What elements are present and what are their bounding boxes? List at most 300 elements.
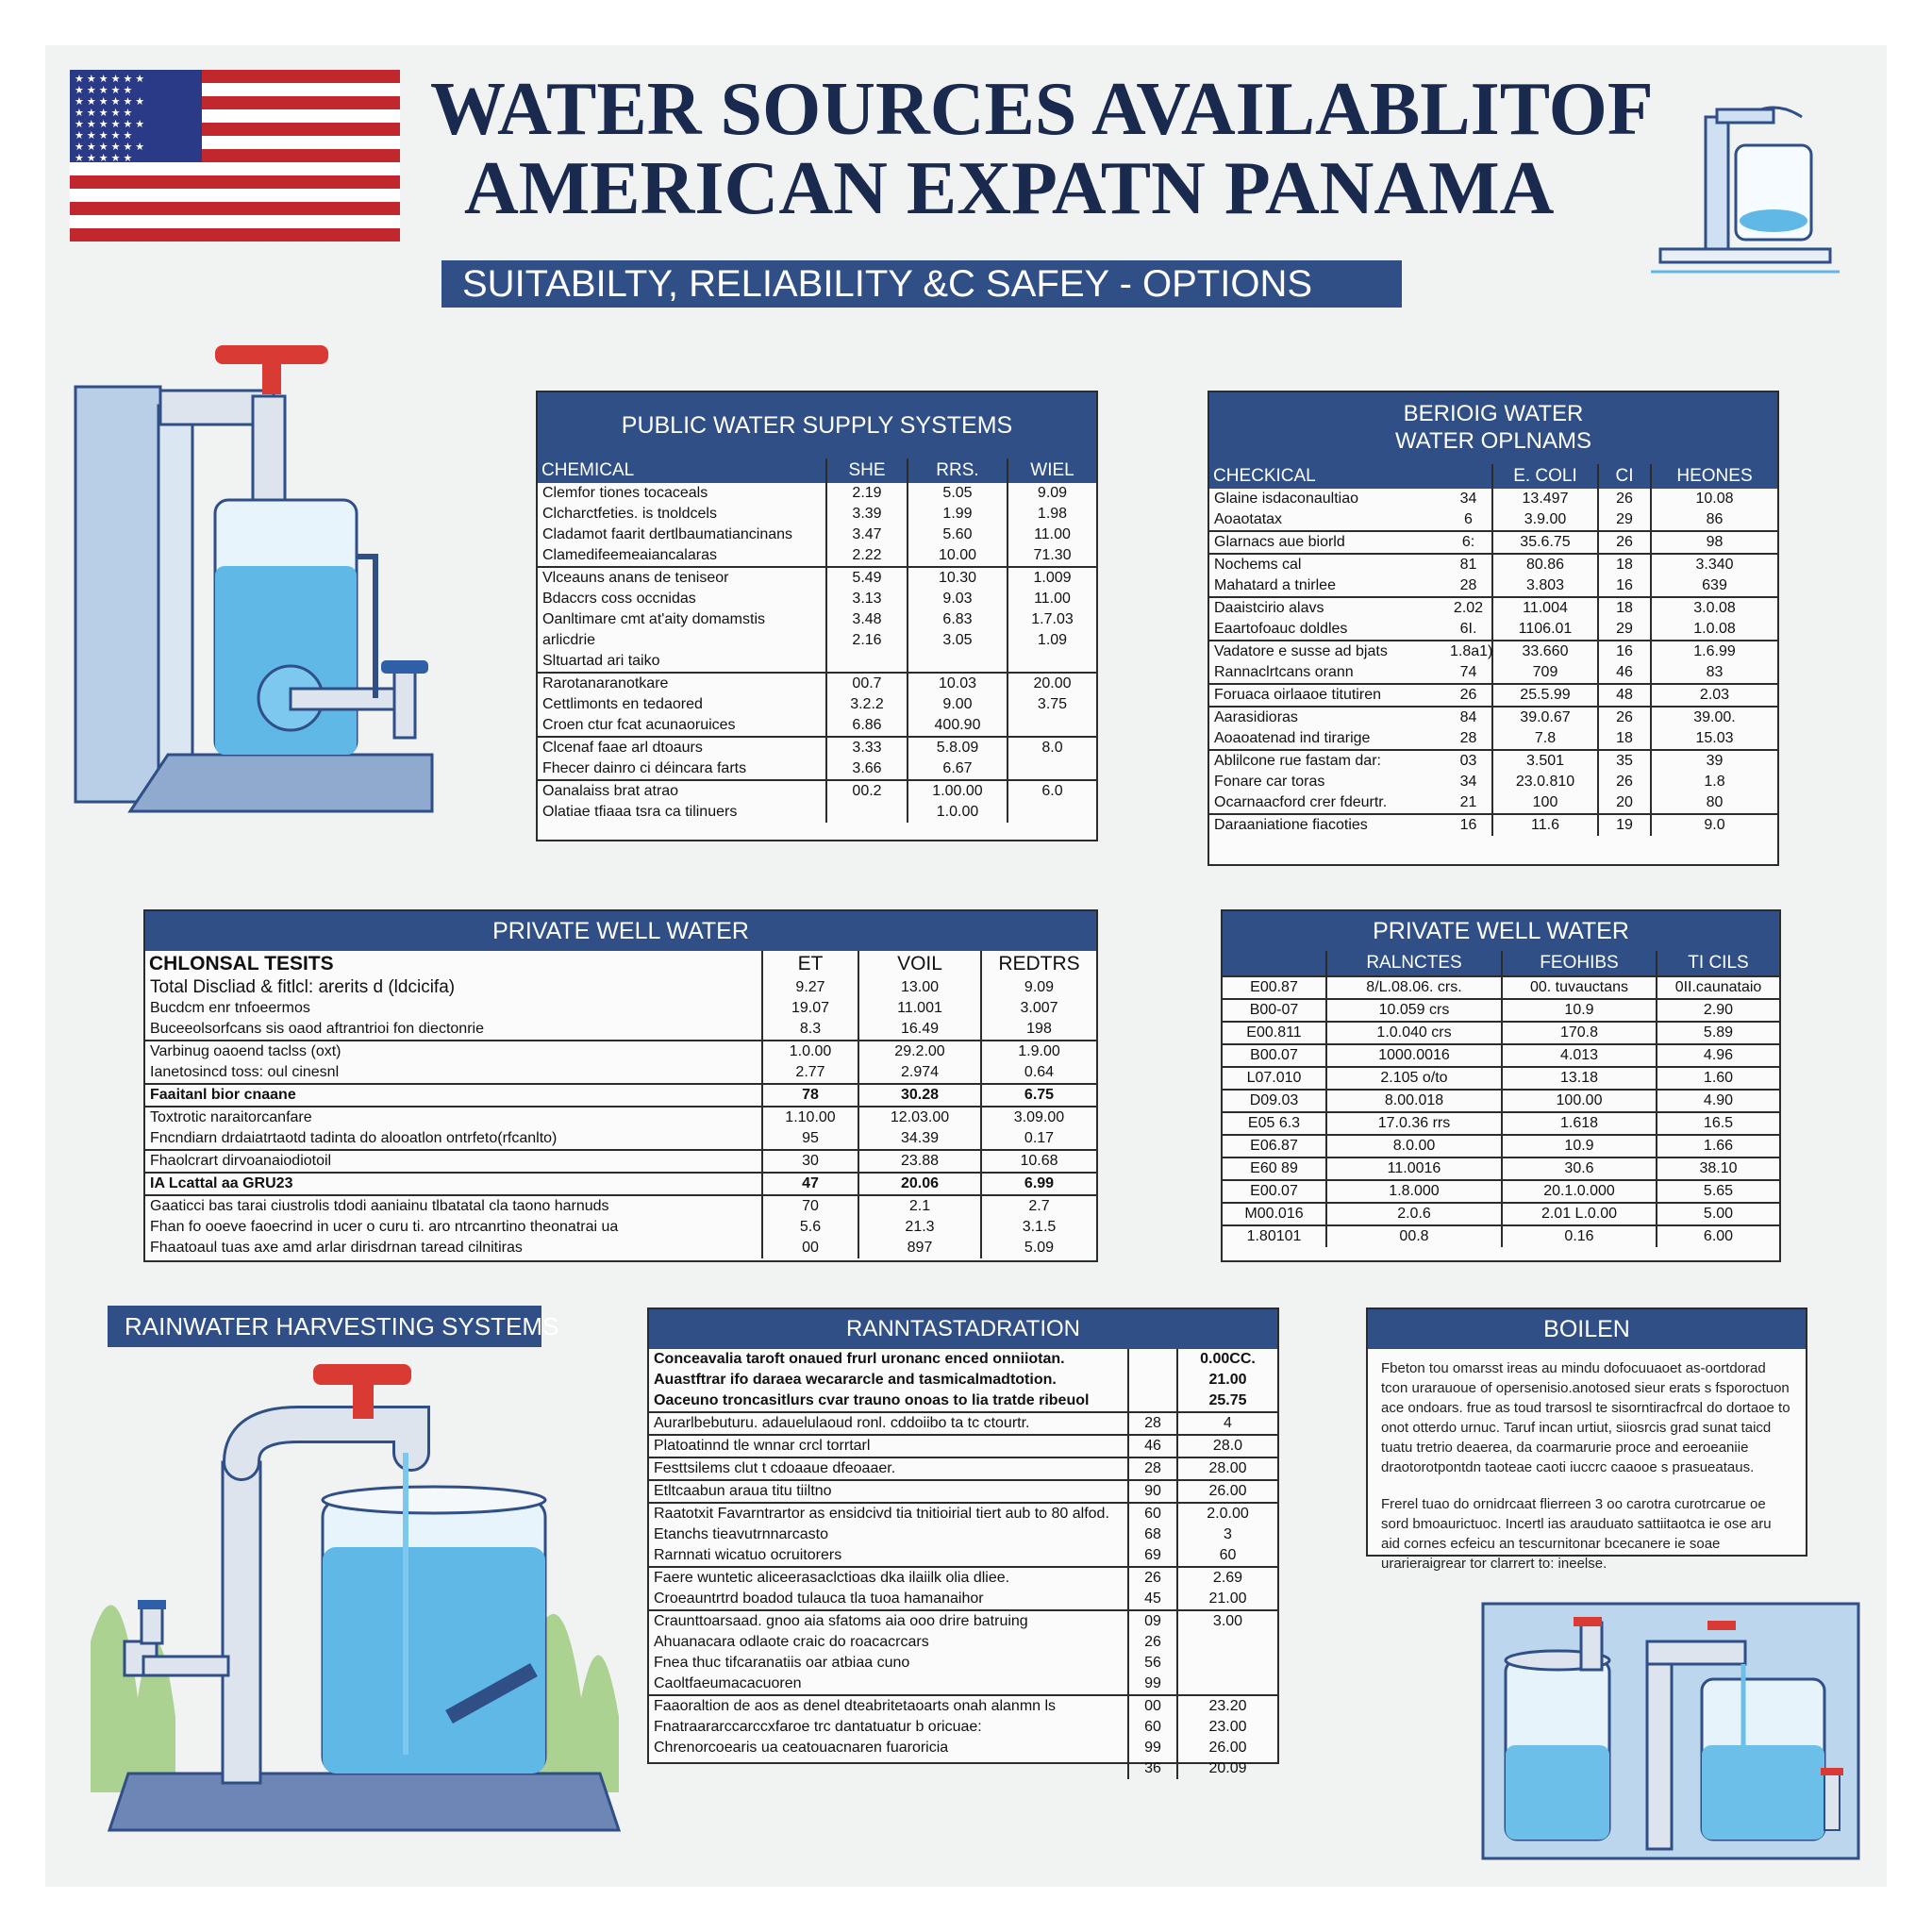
table-row [1223,1090,1779,1112]
row-label: Sltuartad ari taiko [538,651,826,673]
row-value: 1.8a1) [1445,641,1492,662]
row-value: 2.01 L.0.00 [1502,1203,1657,1225]
row-value: 26 [1598,707,1651,728]
row-value: 99 [1128,1738,1177,1758]
faucet-tank-illustration [74,340,470,849]
row-value: 00.8 [1326,1225,1502,1247]
table-row [1209,597,1777,619]
row-value: 35.6.75 [1492,531,1598,554]
row-value: 709 [1492,662,1598,684]
row-value: 20 [1598,792,1651,814]
row-value: 23.0.810 [1492,772,1598,792]
row-value: 28 [1445,728,1492,750]
row-label: Vadatore e susse ad bjats [1209,641,1445,662]
row-value: 29 [1598,619,1651,641]
row-value: 74 [1445,662,1492,684]
row-label: Daaistcirio alavs [1209,597,1445,619]
row-value [1177,1653,1277,1674]
row-label: Cladamot faarit dertlbaumatiancinans [538,525,826,545]
row-value: 20.06 [858,1173,981,1195]
row-label: Ablilcone rue fastam dar: [1209,750,1445,772]
row-value: 60 [1128,1717,1177,1738]
row-value: 10.68 [981,1150,1096,1173]
table-row [649,1370,1277,1391]
well-col-tests: CHLONSAL TESITS [145,951,762,977]
row-value: 5.89 [1657,1022,1779,1044]
well2-col-feohibs: FEOHIBS [1502,951,1657,976]
row-value: 99 [1128,1674,1177,1695]
table-row [538,567,1096,589]
row-value [1128,1349,1177,1370]
row-label: Varbinug oaoend taclss (oxt) [145,1041,762,1062]
row-value: 16 [1598,575,1651,597]
row-value: 4 [1177,1412,1277,1435]
row-value: 16.5 [1657,1112,1779,1135]
row-value: 38.10 [1657,1158,1779,1180]
table-row [649,1457,1277,1480]
row-value: 00.7 [826,673,908,694]
row-label: Etltcaabun araua titu tiiltno [649,1480,1128,1503]
row-value: 0.00CC. [1200,1351,1256,1367]
row-value: 5.60 [908,525,1008,545]
row-value: 69 [1128,1545,1177,1567]
row-label: Foruaca oirlaaoe titutiren [1209,684,1445,707]
private-well-panel [143,909,1098,1262]
bottled-col-heones: HEONES [1651,464,1777,489]
row-value: 21.00 [1208,1591,1247,1607]
row-value: 3.803 [1492,575,1598,597]
row-value: 3.0.08 [1651,597,1777,619]
row-value: 10.9 [1502,1135,1657,1158]
table-row [1223,1067,1779,1090]
row-value: 3.09.00 [981,1107,1096,1128]
row-label: E00.07 [1223,1180,1326,1203]
row-value: 34 [1445,489,1492,509]
row-value: 2.77 [762,1062,858,1084]
row-value: 9.03 [908,589,1008,609]
row-value: 3.007 [1020,1000,1058,1016]
row-value: 1.09 [1037,632,1068,648]
rain-table [649,1349,1277,1779]
row-label: Olatiae tfiaaa tsra ca tilinuers [538,802,826,823]
row-value: 00.2 [826,780,908,802]
row-value [908,651,1008,673]
row-label: Bdaccrs coss occnidas [538,589,826,609]
row-value: 8.3 [762,1019,858,1041]
row-value: 10.30 [908,567,1008,589]
row-value: 3.05 [908,630,1008,651]
row-value: 10.03 [908,673,1008,694]
table-row [649,1717,1277,1738]
table-row [649,1503,1277,1524]
row-label: Clcharctfeties. is tnoldcels [538,504,826,525]
row-value: 19.07 [762,998,858,1019]
private-well-panel-2 [1221,909,1781,1262]
bottled-title-line1: BERIOIG WATER [1403,401,1584,427]
row-value: 46 [1128,1435,1177,1457]
row-value [1177,1632,1277,1653]
row-label: Fnatraararccarccxfaroe trc dantatuatur b oricuae: [649,1717,1128,1738]
row-label: E00.87 [1223,976,1326,999]
row-value: 5.49 [826,567,908,589]
table-row [649,1632,1277,1653]
row-value: 26 [1445,684,1492,707]
row-value [1008,802,1096,823]
row-label: Vlceauns anans de teniseor [538,567,826,589]
table-row [538,630,1096,651]
row-value: 3.33 [826,737,908,758]
table-row [1209,707,1777,728]
table-row [1223,1225,1779,1247]
row-value: 400.90 [908,715,1008,737]
row-value: 10.9 [1502,999,1657,1022]
row-value: 25.5.99 [1492,684,1598,707]
row-value: 6: [1445,531,1492,554]
table-row [145,1150,1096,1173]
row-value: 21.00 [1208,1372,1247,1388]
table-row [649,1435,1277,1457]
row-value: 6.86 [826,715,908,737]
row-value: 1.0.040 crs [1326,1022,1502,1044]
row-label: Nochems cal [1209,554,1445,575]
table-row [649,1391,1277,1412]
table-row [538,545,1096,567]
row-label: 1.80101 [1223,1225,1326,1247]
row-value: 09 [1128,1610,1177,1632]
row-label: Etanchs tieavutrnnarcasto [649,1524,1128,1545]
row-value: 56 [1128,1653,1177,1674]
row-value: 2.7 [981,1195,1096,1217]
table-row [145,1062,1096,1084]
private-well-2-table [1223,951,1779,1247]
row-value: 16 [1598,641,1651,662]
row-value: 9.27 [762,977,858,998]
public-col-she: SHE [826,458,908,483]
public-supply-panel [536,391,1098,841]
row-value: 2.0.6 [1326,1203,1502,1225]
row-value: 83 [1706,664,1724,680]
table-row [145,1041,1096,1062]
row-label: E60 89 [1223,1158,1326,1180]
boiling-paragraph-1: Fbeton tou omarsst ireas au mindu dofocuuaoet as-oortdorad tcon urarauoue of opersenisio.anotosed sieur erats s fsporoctuon ace ondoars. frue as toud trarsosl te sisorntiracfrcal do dortaoe to onot otterdo urnuc. Taruf incan urtiut, siiosrcis grad sunat taicd tuatu tretrio deaerea, da coarmarurie proce and eeroeaniie draotorotpontdn taoteae caoti iuccrc caaooe s prasueataus. [1381,1360,1790,1475]
row-value: 8/L.08.06. crs. [1326,976,1502,999]
row-value: 2.22 [826,545,908,567]
row-label: Clemfor tiones tocaceals [538,483,826,504]
rain-table-title: RANNTASTADRATION [649,1309,1277,1349]
row-value: 6.75 [981,1084,1096,1107]
table-row [1209,750,1777,772]
row-label: L07.010 [1223,1067,1326,1090]
row-value: 1.8.000 [1326,1180,1502,1203]
row-value: 20.00 [1008,673,1096,694]
row-value: 26 [1598,772,1651,792]
row-value: 21.3 [858,1217,981,1238]
row-value: 26 [1128,1567,1177,1589]
boiling-paragraph-2: Frerel tuao do ornidrcaat flierreen 3 oo carotra curotrcarue oe sord bmoaurictuoc. Incertl ias arauduato sattiitaotca ie ose aru aid cornes ecfeicu an tescurnitonar bcecanere ie soae urarieraigrear tor clarrert to: ineelse. [1381,1496,1772,1572]
table-row [1223,1180,1779,1203]
row-label: Faere wuntetic aliceerasaclctioas dka ilaiilk olia dliee. [649,1567,1128,1589]
public-supply-table [538,458,1096,823]
table-row [538,780,1096,802]
row-value: 2.1 [858,1195,981,1217]
row-value [1128,1370,1177,1391]
row-value: 5.6 [762,1217,858,1238]
row-value [1008,651,1096,673]
row-label: Mahatard a tnirlee [1214,577,1336,593]
row-value: 34 [1445,772,1492,792]
flag-stars: ★★★★★★ ★★★★★ ★★★★★★ ★★★★★ ★★★★★★ ★★★★★ ★★★★★★ ★★★★★ ★★★★★★ [70,70,202,162]
row-value: 10.00 [908,545,1008,567]
row-label: Gaaticci bas tarai ciustrolis tdodi aaniainu tlbatatal cla taono harnuds [145,1195,762,1217]
row-value [1128,1391,1177,1412]
row-value: 13.00 [858,977,981,998]
row-label: Fncndiarn drdaiatrtaotd tadinta do alooatlon ontrfeto(rfcanlto) [145,1128,762,1150]
well2-col-ticils: TI CILS [1657,951,1779,976]
row-label: Aarasidioras [1209,707,1445,728]
row-label: Rarnnati wicatuo ocruitorers [649,1545,1128,1567]
row-value: 95 [762,1128,858,1150]
table-row [1223,1112,1779,1135]
row-value: 7.8 [1492,728,1598,750]
row-value: 39.00. [1651,707,1777,728]
row-value: 46 [1598,662,1651,684]
row-value: 2.974 [858,1062,981,1084]
row-value: 26 [1128,1632,1177,1653]
row-label: Fnea thuc tifcaranatiis oar atbiaa cuno [649,1653,1128,1674]
row-value: 28.0 [1177,1435,1277,1457]
row-value: 15.03 [1695,730,1734,746]
row-label: Craunttoarsaad. gnoo aia sfatoms aia ooo drire batruing [649,1610,1128,1632]
row-label: Croen ctur fcat acunaoruices [538,715,826,737]
row-label: Platoatinnd tle wnnar crcl torrtarl [649,1435,1128,1457]
row-value: 28 [1128,1457,1177,1480]
row-label: Faaitanl bior cnaane [145,1084,762,1107]
row-value: 70 [762,1195,858,1217]
row-value: 00 [762,1238,858,1258]
table-row [649,1674,1277,1695]
row-value: 47 [762,1173,858,1195]
row-value: 6.99 [981,1173,1096,1195]
row-value: 20.1.0.000 [1502,1180,1657,1203]
row-value [826,802,908,823]
row-value: 3.47 [826,525,908,545]
table-row [649,1589,1277,1610]
bottled-col-blank [1445,464,1492,489]
row-label: Total Discliad & fitlcl: arerits d (ldcicifa) [145,977,762,998]
table-row [1209,575,1777,597]
table-row [1223,1158,1779,1180]
table-row [649,1524,1277,1545]
row-value: 1.98 [1037,506,1068,522]
row-value: 2.16 [826,630,908,651]
row-value: 5.8.09 [908,737,1008,758]
table-row [145,977,1096,998]
row-value: 100 [1492,792,1598,814]
row-value: 3.39 [826,504,908,525]
row-value: 30.28 [858,1084,981,1107]
row-label: Rannaclrtcans orann [1214,664,1354,680]
table-row [1209,814,1777,836]
row-value: 5.09 [1024,1240,1055,1256]
table-row [1223,1203,1779,1225]
subtitle-banner: SUITABILTY, RELIABILITY &C SAFEY - OPTIONS [441,260,1402,308]
row-value: 8.0.00 [1326,1135,1502,1158]
row-value [1008,715,1096,737]
table-row [145,1128,1096,1150]
table-row [649,1545,1277,1567]
row-label: E00.811 [1223,1022,1326,1044]
table-row [649,1349,1277,1370]
row-value: 60 [1128,1503,1177,1524]
row-label: Fonare car toras [1214,774,1325,790]
row-value: 48 [1598,684,1651,707]
row-value: 3.13 [826,589,908,609]
row-value: 11.001 [858,998,981,1019]
row-value: 1.618 [1502,1112,1657,1135]
boiling-title: BOILEN [1368,1309,1806,1349]
row-value: 11.6 [1492,814,1598,836]
table-row [538,802,1096,823]
row-value: 2.105 o/to [1326,1067,1502,1090]
table-row [538,715,1096,737]
row-value: 3.1.5 [1022,1219,1057,1235]
boiling-text [1368,1349,1806,1600]
row-label: Aoaotatax [1214,511,1283,527]
row-value: 639 [1702,577,1727,593]
table-row [1209,489,1777,509]
row-value: 68 [1128,1524,1177,1545]
bottled-col-ci: CI [1598,464,1651,489]
row-label: Auastftrar ifo daraea wecararcle and tasmicalmadtotion. [649,1370,1128,1391]
row-value: 3.48 [826,609,908,630]
row-label: IA Lcattal aa GRU23 [145,1173,762,1195]
row-label: Eaartofoauc doldles [1214,621,1348,637]
row-value: 1.66 [1657,1135,1779,1158]
row-value: 5.65 [1657,1180,1779,1203]
row-value: 1.8 [1704,774,1725,790]
well2-col-ralnctes: RALNCTES [1326,951,1502,976]
row-label [649,1758,1128,1779]
row-value: 20.09 [1208,1760,1247,1776]
row-value: 8.00.018 [1326,1090,1502,1112]
row-value: 35 [1598,750,1651,772]
row-value: 8.0 [1008,737,1096,758]
rain-barrel-illustration [91,1358,619,1840]
table-row [649,1758,1277,1779]
page-title-line2: AMERICAN EXPATN PANAMA [464,147,1555,230]
row-value: 84 [1445,707,1492,728]
row-value: 80.86 [1492,554,1598,575]
row-value: 13.18 [1502,1067,1657,1090]
row-value: 98 [1651,531,1777,554]
row-value: 12.03.00 [858,1107,981,1128]
row-label: Daraaniatione fiacoties [1209,814,1445,836]
row-value: 00 [1128,1695,1177,1717]
row-value: 30 [762,1150,858,1173]
table-row [538,504,1096,525]
row-value: 23.20 [1177,1695,1277,1717]
bottled-col-chemical: CHECKICAL [1209,464,1445,489]
table-row [649,1610,1277,1632]
table-row [538,758,1096,780]
well-col-et: ET [762,951,858,977]
table-row [1209,684,1777,707]
row-value: 3.75 [1037,696,1068,712]
row-label: Fhaolcrart dirvoanaiodiotoil [145,1150,762,1173]
row-value: 9.00 [908,694,1008,715]
row-value: 86 [1706,511,1724,527]
row-value: 3.9.00 [1492,509,1598,531]
bottled-water-panel [1208,391,1779,866]
row-label: Rarotanaranotkare [538,673,826,694]
row-label: Faaoraltion de aos as denel dteabritetaoarts onah alanmn ls [649,1695,1128,1717]
row-value: 6.83 [908,609,1008,630]
row-value [826,651,908,673]
table-row [1209,641,1777,662]
row-label: Oanalaiss brat atrao [538,780,826,802]
table-row [538,525,1096,545]
table-row [1209,728,1777,750]
table-row [145,1084,1096,1107]
table-row [1209,772,1777,792]
table-row [538,651,1096,673]
row-value: 6I. [1445,619,1492,641]
public-col-wiel: WIEL [1008,458,1096,483]
row-value: 26 [1598,531,1651,554]
table-row [1209,619,1777,641]
public-supply-title: PUBLIC WATER SUPPLY SYSTEMS [538,392,1096,458]
row-value: 33.660 [1492,641,1598,662]
row-value: 30.6 [1502,1158,1657,1180]
row-value: 90 [1128,1480,1177,1503]
public-col-chemical: CHEMICAL [538,458,826,483]
row-value: 0.16 [1502,1225,1657,1247]
table-row [145,1107,1096,1128]
row-label: Croeauntrtrd boadod tulauca tla tuoa hamanaihor [649,1589,1128,1610]
row-value: 0.64 [1024,1064,1055,1080]
row-value: 1.00.00 [908,780,1008,802]
filter-system-illustration [1483,1604,1858,1858]
boiling-panel [1366,1307,1807,1572]
row-value: 39.0.67 [1492,707,1598,728]
rainwater-label: RAINWATER HARVESTING SYSTEMS [108,1306,541,1347]
table-row [538,737,1096,758]
table-row [1223,999,1779,1022]
table-row [145,1238,1096,1258]
row-label: Bucdcm enr tnfoeermos [145,998,762,1019]
row-value: 81 [1445,554,1492,575]
table-row [649,1695,1277,1717]
table-row [538,589,1096,609]
row-value: 100.00 [1502,1090,1657,1112]
table-row [1223,1022,1779,1044]
row-value: 2.90 [1657,999,1779,1022]
row-value: 11.004 [1492,597,1598,619]
row-value: 170.8 [1502,1022,1657,1044]
bottled-water-table [1209,464,1777,836]
row-value: 1.009 [1008,567,1096,589]
row-value: 21 [1445,792,1492,814]
table-row [1209,531,1777,554]
rain-table-panel [647,1307,1279,1776]
row-label: B00.07 [1223,1044,1326,1067]
row-label: E06.87 [1223,1135,1326,1158]
row-label: Raatotxit Favarntrartor as ensidcivd tia tnitioirial tiert aub to 80 alfod. [649,1503,1128,1524]
row-value: 897 [858,1238,981,1258]
row-value: 23.00 [1208,1719,1247,1735]
row-value: 19 [1598,814,1651,836]
row-value: 2.02 [1445,597,1492,619]
